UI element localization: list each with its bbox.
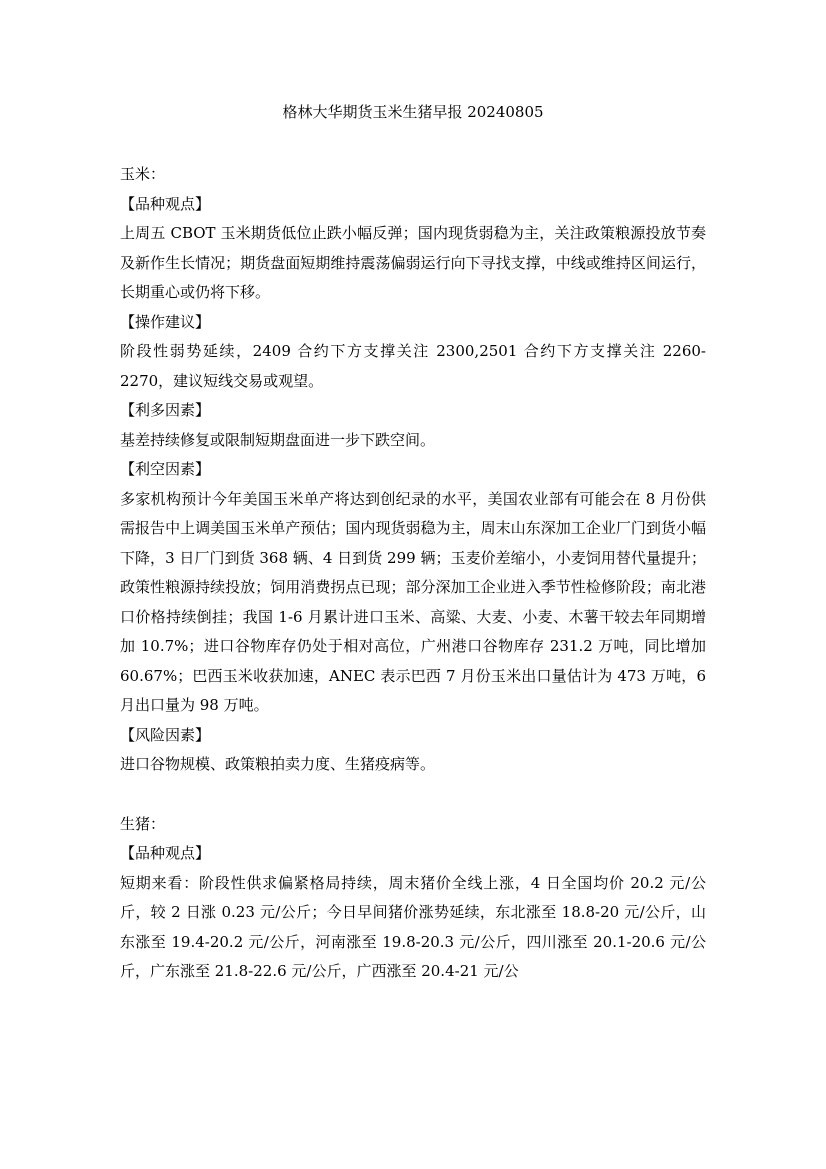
report-title: 格林大华期货玉米生猪早报 20240805: [282, 103, 544, 121]
hog-view-text: 短期来看：阶段性供求偏紧格局持续，周末猪价全线上涨，4 日全国均价 20.2 元/公斤，较 2 日涨 0.23 元/公斤；今日早间猪价涨势延续，东北涨至 18.8-20 元/公斤，山东涨至 19.4-20.2 元/公斤，河南涨至 19.8-20.3 元/公斤，四川涨至 20.1-20.6 元/公斤，广东涨至 21.8-22.6 元/公斤，广西涨至 20.4-21 元/公: [120, 873, 706, 980]
corn-section: [120, 160, 706, 780]
hog-view-label: 【品种观点】: [120, 844, 211, 862]
corn-bull-label: 【利多因素】: [120, 401, 211, 419]
corn-advice-text: 阶段性弱势延续，2409 合约下方支撑关注 2300,2501 合约下方支撑关注 2260-2270，建议短线交易或观望。: [120, 342, 706, 390]
corn-risk-text: 进口谷物规模、政策粮拍卖力度、生猪疫病等。: [120, 755, 436, 773]
hog-heading: 生猪：: [120, 814, 166, 833]
corn-view-text: 上周五 CBOT 玉米期货低位止跌小幅反弹；国内现货弱稳为主，关注政策粮源投放节奏及新作生长情况；期货盘面短期维持震荡偏弱运行向下寻找支撑，中线或维持区间运行，长期重心或仍将下移。: [120, 224, 706, 301]
report-page: [120, 98, 706, 987]
hog-section: [120, 810, 706, 987]
corn-bear-label: 【利空因素】: [120, 460, 211, 478]
section-gap: [120, 780, 706, 810]
corn-bull-text: 基差持续修复或限制短期盘面进一步下跌空间。: [120, 430, 436, 449]
corn-risk-label: 【风险因素】: [120, 725, 211, 744]
corn-advice-label: 【操作建议】: [120, 312, 211, 331]
corn-view-label: 【品种观点】: [120, 194, 211, 213]
corn-heading: 玉米：: [120, 165, 166, 183]
corn-bear-text: 多家机构预计今年美国玉米单产将达到创纪录的水平，美国农业部有可能会在 8 月份供需报告中上调美国玉米单产预估；国内现货弱稳为主，周末山东深加工企业厂门到货小幅下降，3 日厂门到货 368 辆、4 日到货 299 辆；玉麦价差缩小，小麦饲用替代量提升；政策性粮源持续投放；饲用消费拐点已现；部分深加工企业进入季节性检修阶段；南北港口价格持续倒挂；我国 1-6 月累计进口玉米、高粱、大麦、小麦、木薯干较去年同期增加 10.7%；进口谷物库存仍处于相对高位，广州港口谷物库存 231.2 万吨，同比增加 60.67%；巴西玉米收获加速，ANEC 表示巴西 7 月份玉米出口量估计为 473 万吨，6 月出口量为 98 万吨。: [120, 489, 706, 714]
